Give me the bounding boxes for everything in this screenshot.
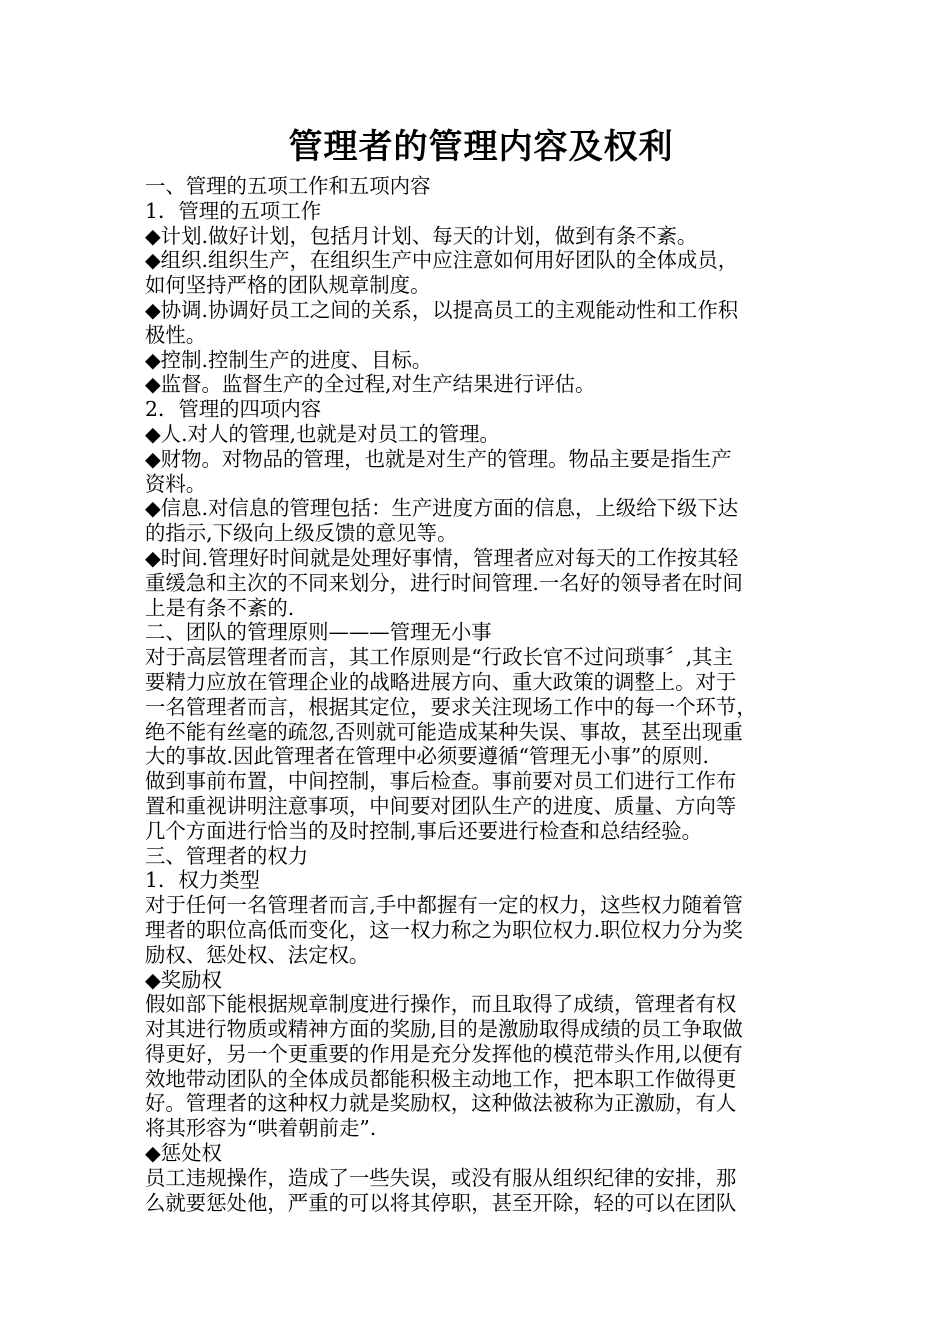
text-line: 极性。 xyxy=(145,322,207,347)
text-line: 员工违规操作，造成了一些失误，或没有服从组织纪律的安排，那 xyxy=(145,1165,737,1190)
text-line: ◆监督。监督生产的全过程,对生产结果进行评估。 xyxy=(145,372,596,397)
text-line: 1．管理的五项工作 xyxy=(145,198,322,223)
text-line: ◆协调.协调好员工之间的关系，以提高员工的主观能动性和工作积 xyxy=(145,297,739,322)
text-line: 对于任何一名管理者而言,手中都握有一定的权力，这些权力随着管 xyxy=(145,893,743,918)
text-line: ◆人.对人的管理,也就是对员工的管理。 xyxy=(145,421,500,446)
text-line: 资料。 xyxy=(145,471,207,496)
text-line: 1．权力类型 xyxy=(145,868,260,893)
text-line: ◆信息.对信息的管理包括：生产进度方面的信息，上级给下级下达 xyxy=(145,496,739,521)
text-line: ◆时间.管理好时间就是处理好事情，管理者应对每天的工作按其轻 xyxy=(145,545,739,570)
text-line: 绝不能有丝毫的疏忽,否则就可能造成某种失误、事故，甚至出现重 xyxy=(145,719,743,744)
text-line: ◆惩处权 xyxy=(145,1141,222,1166)
text-line: 得更好，另一个更重要的作用是充分发挥他的模范带头作用,以便有 xyxy=(145,1041,743,1066)
text-line: 么就要惩处他，严重的可以将其停职，甚至开除，轻的可以在团队 xyxy=(145,1190,737,1215)
text-line: ◆财物。对物品的管理，也就是对生产的管理。物品主要是指生产 xyxy=(145,446,732,471)
text-line: 三、管理者的权力 xyxy=(145,843,309,868)
text-line: ◆控制.控制生产的进度、目标。 xyxy=(145,347,433,372)
text-line: 一、管理的五项工作和五项内容 xyxy=(145,174,431,198)
text-line: 几个方面进行恰当的及时控制,事后还要进行检查和总结经验。 xyxy=(145,818,703,843)
text-line: 假如部下能根据规章制度进行操作，而且取得了成绩，管理者有权 xyxy=(145,992,737,1017)
document-title: 管理者的管理内容及权利 xyxy=(288,127,674,167)
text-line: ◆奖励权 xyxy=(145,967,222,992)
text-line: 上是有条不紊的. xyxy=(145,595,295,620)
text-line: 效地带动团队的全体成员都能积极主动地工作，把本职工作做得更 xyxy=(145,1066,737,1091)
text-line: ◆组织.组织生产，在组织生产中应注意如何用好团队的全体成员， xyxy=(145,248,739,273)
text-line: 对于高层管理者而言，其工作原则是“行政长官不过问琐事〞,其主 xyxy=(145,645,733,670)
document-body xyxy=(145,174,817,1215)
text-line: 励权、惩处权、法定权。 xyxy=(145,942,370,967)
text-line: 如何坚持严格的团队规章制度。 xyxy=(145,273,431,298)
text-line: 一名管理者而言，根据其定位，要求关注现场工作中的每一个环节， xyxy=(145,694,757,719)
text-line: 理者的职位高低而变化，这一权力称之为职位权力.职位权力分为奖 xyxy=(145,917,743,942)
text-line: 置和重视讲明注意事项，中间要对团队生产的进度、质量、方向等 xyxy=(145,793,737,818)
text-line: 好。管理者的这种权力就是奖励权，这种做法被称为正激励，有人 xyxy=(145,1091,737,1116)
text-line: 重缓急和主次的不同来划分，进行时间管理.一名好的领导者在时间 xyxy=(145,570,743,595)
text-line: ◆计划.做好计划，包括月计划、每天的计划，做到有条不紊。 xyxy=(145,223,698,248)
text-line: 对其进行物质或精神方面的奖励,目的是激励取得成绩的员工争取做 xyxy=(145,1017,743,1042)
text-line: 2．管理的四项内容 xyxy=(145,397,322,422)
text-line: 大的事故.因此管理者在管理中必须要遵循“管理无小事”的原则. xyxy=(145,744,709,769)
text-line: 将其形容为“哄着朝前走”. xyxy=(145,1116,377,1141)
text-line: 要精力应放在管理企业的战略进展方向、重大政策的调整上。对于 xyxy=(145,669,737,694)
document-page xyxy=(145,122,817,1215)
text-line: 二、团队的管理原则———管理无小事 xyxy=(145,620,492,645)
text-line: 的指示,下级向上级反馈的意见等。 xyxy=(145,521,458,546)
text-line: 做到事前布置，中间控制，事后检查。事前要对员工们进行工作布 xyxy=(145,769,737,794)
